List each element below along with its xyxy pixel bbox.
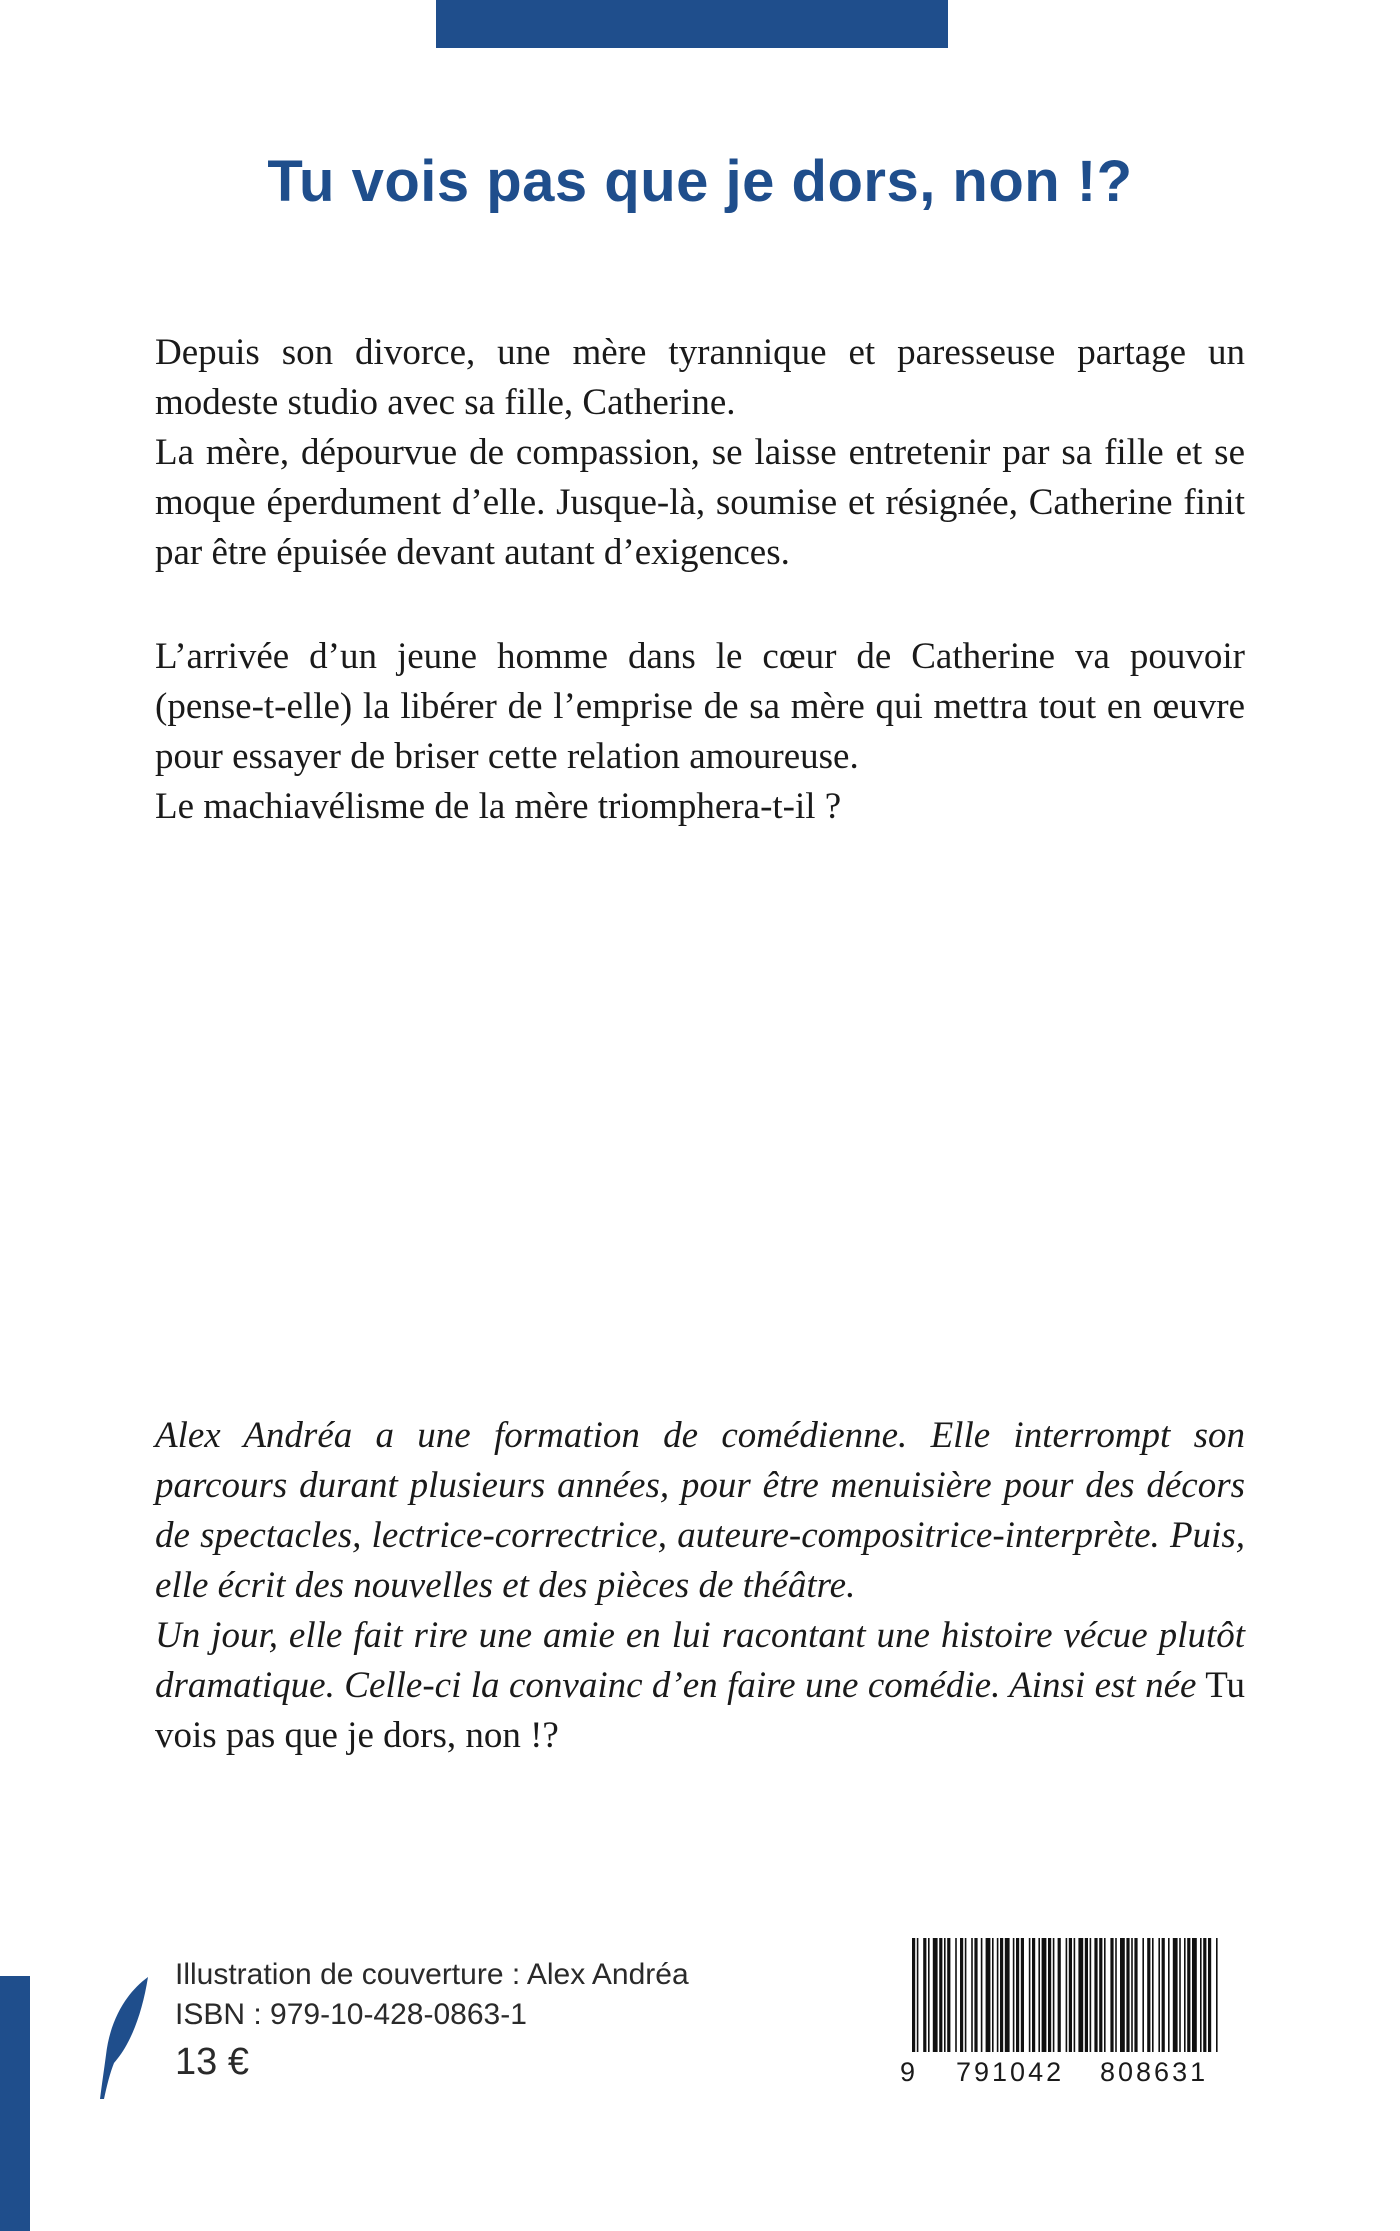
bottom-left-accent-bar [0,1976,30,2231]
barcode-digits-left: 791042 [956,2057,1065,2087]
summary-paragraph: Depuis son divorce, une mère tyrannique et paresseuse partage un modeste studio avec sa fille, Catherine. [155,332,1245,423]
book-summary-continued [155,632,1245,832]
barcode-digit-first: 9 [900,2057,916,2087]
summary-paragraph: L’arrivée d’un jeune homme dans le cœur de Catherine va pouvoir (pense-t-elle) la libérer de l’emprise de sa mère qui mettra tout en œuvre pour essayer de briser cette relation amoureuse. [155,636,1245,777]
bio-book-title: Tu vois pas que je dors, non !? [155,1665,1245,1756]
quill-feather-icon [96,1975,152,2101]
bio-text: Alex Andréa a une formation de comédienne. Elle interrompt son parcours durant plusieurs années, pour être menuisière pour des décors de spectacles, lectrice-correctrice, auteure-compositrice-interprète. Puis, elle écrit des nouvelles et des pièces de théâtre. [155,1415,1245,1606]
price: 13 € [175,2041,249,2083]
author-bio [155,1411,1245,1761]
summary-paragraph: La mère, dépourvue de compassion, se laisse entretenir par sa fille et se moque éperdument d’elle. Jusque-là, soumise et résignée, Catherine finit par être épuisée devant autant d’exigences. [155,432,1245,573]
bio-paragraph [155,1611,1245,1761]
publication-credits [175,1955,689,2089]
book-summary [155,328,1245,578]
summary-paragraph: Le machiavélisme de la mère triomphera-t-il ? [155,786,842,827]
bio-text: Un jour, elle fait rire une amie en lui racontant une histoire vécue plutôt dramatique. Celle-ci la convainc d’en faire une comédie. Ainsi est née [155,1615,1245,1706]
bio-paragraph [155,1411,1245,1611]
top-accent-bar [436,0,948,48]
barcode-digits-right: 808631 [1100,2057,1209,2087]
illustration-credit: Illustration de couverture : Alex Andréa [175,1958,689,1991]
book-title: Tu vois pas que je dors, non !? [267,149,1133,214]
isbn-number: ISBN : 979-10-428-0863-1 [175,1998,527,2031]
barcode-digits [900,2052,1230,2092]
